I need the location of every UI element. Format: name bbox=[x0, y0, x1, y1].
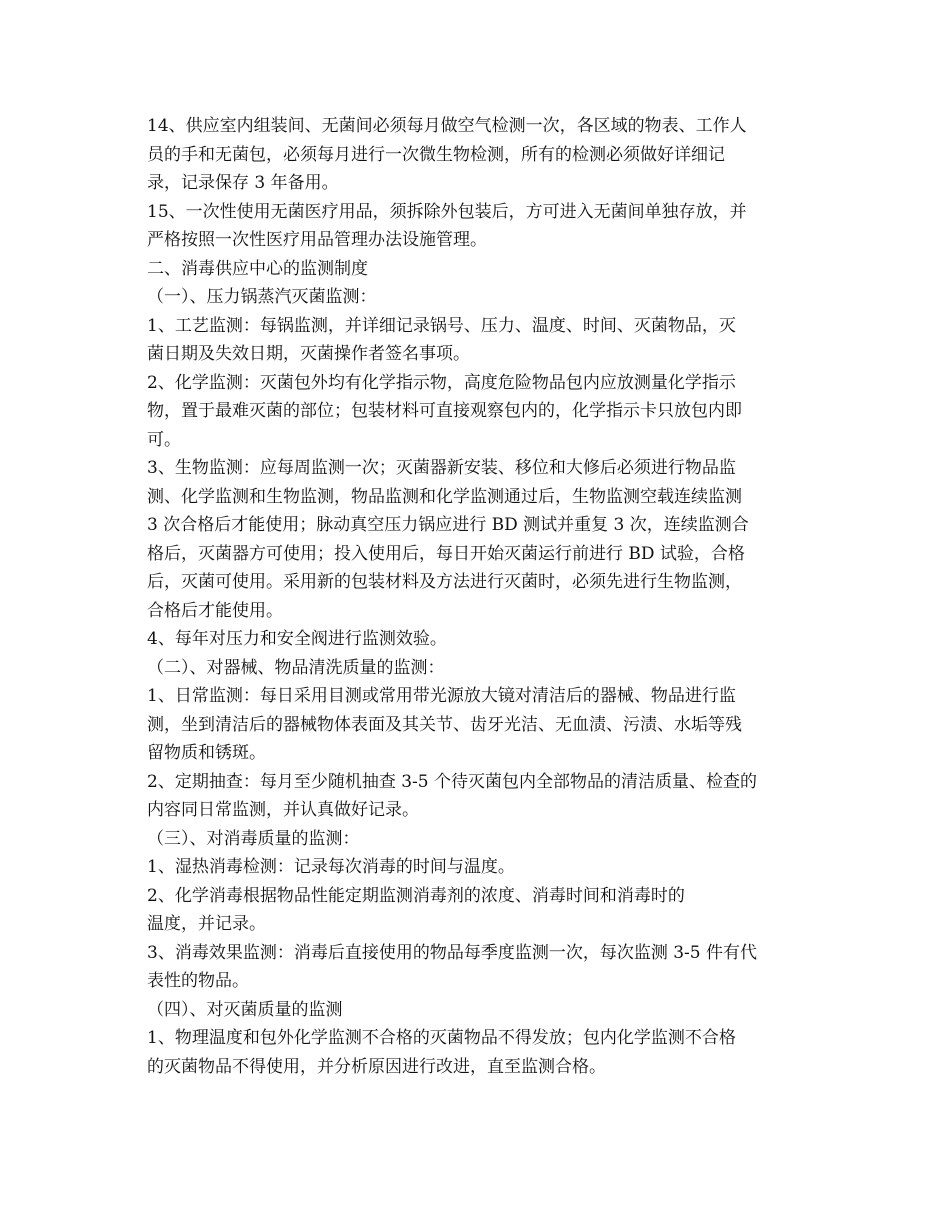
text-line: 15、一次性使用无菌医疗用品，须拆除外包装后，方可进入无菌间单独存放，并 bbox=[147, 201, 747, 222]
text-line: 1、物理温度和包外化学监测不合格的灭菌物品不得发放；包内化学监测不合格 bbox=[147, 1028, 736, 1048]
subsection-heading: （二）、对器械、物品清洗质量的监测： bbox=[147, 657, 445, 678]
text-line: 严格按照一次性医疗用品管理办法设施管理。 bbox=[147, 230, 487, 250]
text-line: 1、工艺监测：每锅监测，并详细记录锅号、压力、温度、时间、灭菌物品，灭 bbox=[147, 315, 736, 336]
section-heading: 二、消毒供应中心的监测制度 bbox=[147, 258, 368, 279]
text-line: 物，置于最难灭菌的部位；包装材料可直接观察包内的，化学指示卡只放包内即 bbox=[147, 401, 742, 421]
text-line: 2、化学监测：灭菌包外均有化学指示物，高度危险物品包内应放测量化学指示 bbox=[147, 372, 736, 393]
text-line: 4、每年对压力和安全阀进行监测效验。 bbox=[147, 629, 447, 649]
text-line: 2、化学消毒根据物品性能定期监测消毒剂的浓度、消毒时间和消毒时的 bbox=[147, 885, 685, 906]
text-line: 员的手和无菌包，必须每月进行一次微生物检测，所有的检测必须做好详细记 bbox=[147, 144, 725, 165]
subsection-heading: （一）、压力锅蒸汽灭菌监测： bbox=[147, 287, 377, 307]
text-line: 合格后才能使用。 bbox=[147, 600, 283, 621]
text-line: 留物质和锈斑。 bbox=[147, 743, 266, 763]
text-line: 3、消毒效果监测：消毒后直接使用的物品每季度监测一次，每次监测 3-5 件有代 bbox=[147, 942, 757, 963]
text-line: 后，灭菌可使用。采用新的包装材料及方法进行灭菌时，必须先进行生物监测， bbox=[147, 572, 742, 592]
text-line: 温度，并记录。 bbox=[147, 914, 266, 934]
text-line: 表性的物品。 bbox=[147, 971, 249, 991]
text-line: 菌日期及失效日期，灭菌操作者签名事项。 bbox=[147, 344, 470, 364]
text-line: 3 次合格后才能使用；脉动真空压力锅应进行 BD 测试并重复 3 次，连续监测合 bbox=[147, 515, 749, 535]
text-line: 14、供应室内组装间、无菌间必须每月做空气检测一次，各区域的物表、工作人 bbox=[147, 116, 747, 136]
text-line: 2、定期抽查：每月至少随机抽查 3-5 个待灭菌包内全部物品的清洁质量、检查的 bbox=[147, 771, 757, 792]
text-line: 1、日常监测：每日采用目测或常用带光源放大镜对清洁后的器械、物品进行监 bbox=[147, 686, 736, 706]
text-line: 内容同日常监测，并认真做好记录。 bbox=[147, 800, 419, 820]
document-body bbox=[147, 112, 807, 1081]
subsection-heading: （四）、对灭菌质量的监测 bbox=[147, 999, 343, 1020]
text-line: 1、湿热消毒检测：记录每次消毒的时间与温度。 bbox=[147, 857, 515, 877]
text-line: 录，记录保存 3 年备用。 bbox=[147, 173, 339, 193]
text-line: 格后，灭菌器方可使用；投入使用后，每日开始灭菌运行前进行 BD 试验，合格 bbox=[147, 543, 745, 564]
text-line: 测，坐到清洁后的器械物体表面及其关节、齿牙光洁、无血渍、污渍、水垢等残 bbox=[147, 714, 742, 735]
text-line: 3、生物监测：应每周监测一次；灭菌器新安装、移位和大修后必须进行物品监 bbox=[147, 458, 736, 478]
subsection-heading: （三）、对消毒质量的监测： bbox=[147, 828, 360, 849]
text-line: 的灭菌物品不得使用，并分析原因进行改进，直至监测合格。 bbox=[147, 1056, 606, 1077]
text-line: 测、化学监测和生物监测，物品监测和化学监测通过后，生物监测空载连续监测 bbox=[147, 486, 742, 507]
text-line: 可。 bbox=[147, 429, 181, 450]
